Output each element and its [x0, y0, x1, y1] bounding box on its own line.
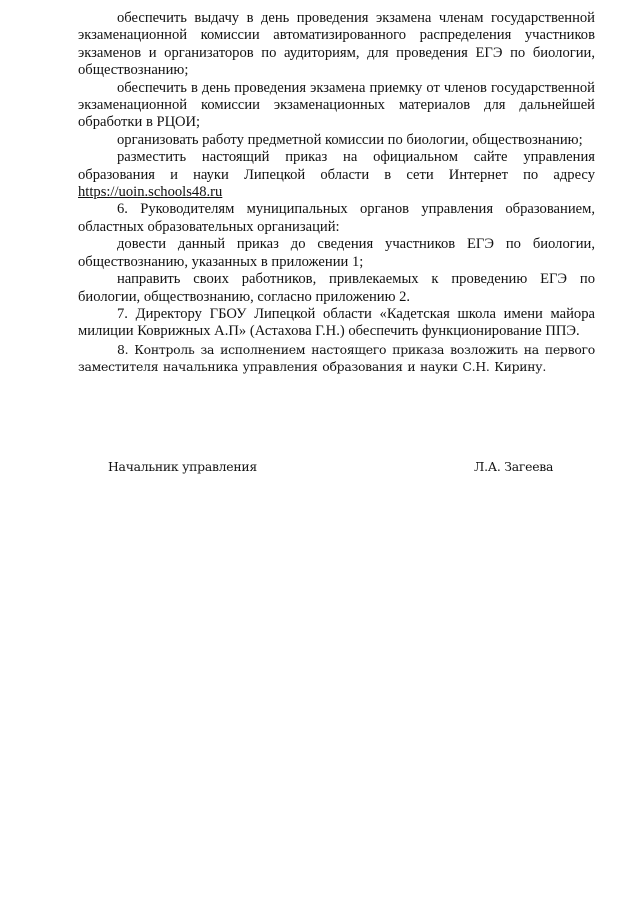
- signatory-title: Начальник управления: [108, 459, 257, 474]
- paragraph-item-8: 8. Контроль за исполнением настоящего приказа возложить на первого заместителя начальника управления образования и науки С.Н. Кирину.: [78, 341, 595, 375]
- website-link[interactable]: https://uoin.schools48.ru: [78, 184, 223, 201]
- paragraph-inform-participants: довести данный приказ до сведения участников ЕГЭ по биологии, обществознанию, указанных в приложении 1;: [78, 236, 595, 270]
- signature-block: [0, 459, 640, 479]
- signatory-name: Л.А. Загеева: [474, 459, 554, 474]
- paragraph-publish-order: [78, 149, 595, 201]
- paragraph-item-6: 6. Руководителям муниципальных органов управления образованием, областных образовательных организаций:: [78, 201, 595, 235]
- paragraph-subject-commission: организовать работу предметной комиссии по биологии, обществознанию;: [117, 131, 583, 148]
- publish-order-text: разместить настоящий приказ на официальном сайте управления образования и науки Липецкой области в сети Интернет по адресу: [78, 149, 595, 183]
- order-text: [78, 10, 595, 376]
- paragraph-issue-distribution: обеспечить выдачу в день проведения экзамена членам государственной экзаменационной комиссии автоматизированного распределения участников экзаменов и организаторов по аудиториям, для проведения ЕГЭ по биологии, обществознанию;: [78, 10, 595, 79]
- paragraph-send-staff: направить своих работников, привлекаемых к проведению ЕГЭ по биологии, обществознанию, согласно приложению 2.: [78, 271, 595, 305]
- paragraph-accept-materials: обеспечить в день проведения экзамена приемку от членов государственной экзаменационной комиссии экзаменационных материалов для дальнейшей обработки в РЦОИ;: [78, 79, 595, 131]
- paragraph-item-7: 7. Директору ГБОУ Липецкой области «Кадетская школа имени майора милиции Коврижных А.П» (Астахова Г.Н.) обеспечить функционирование ППЭ.: [78, 305, 595, 340]
